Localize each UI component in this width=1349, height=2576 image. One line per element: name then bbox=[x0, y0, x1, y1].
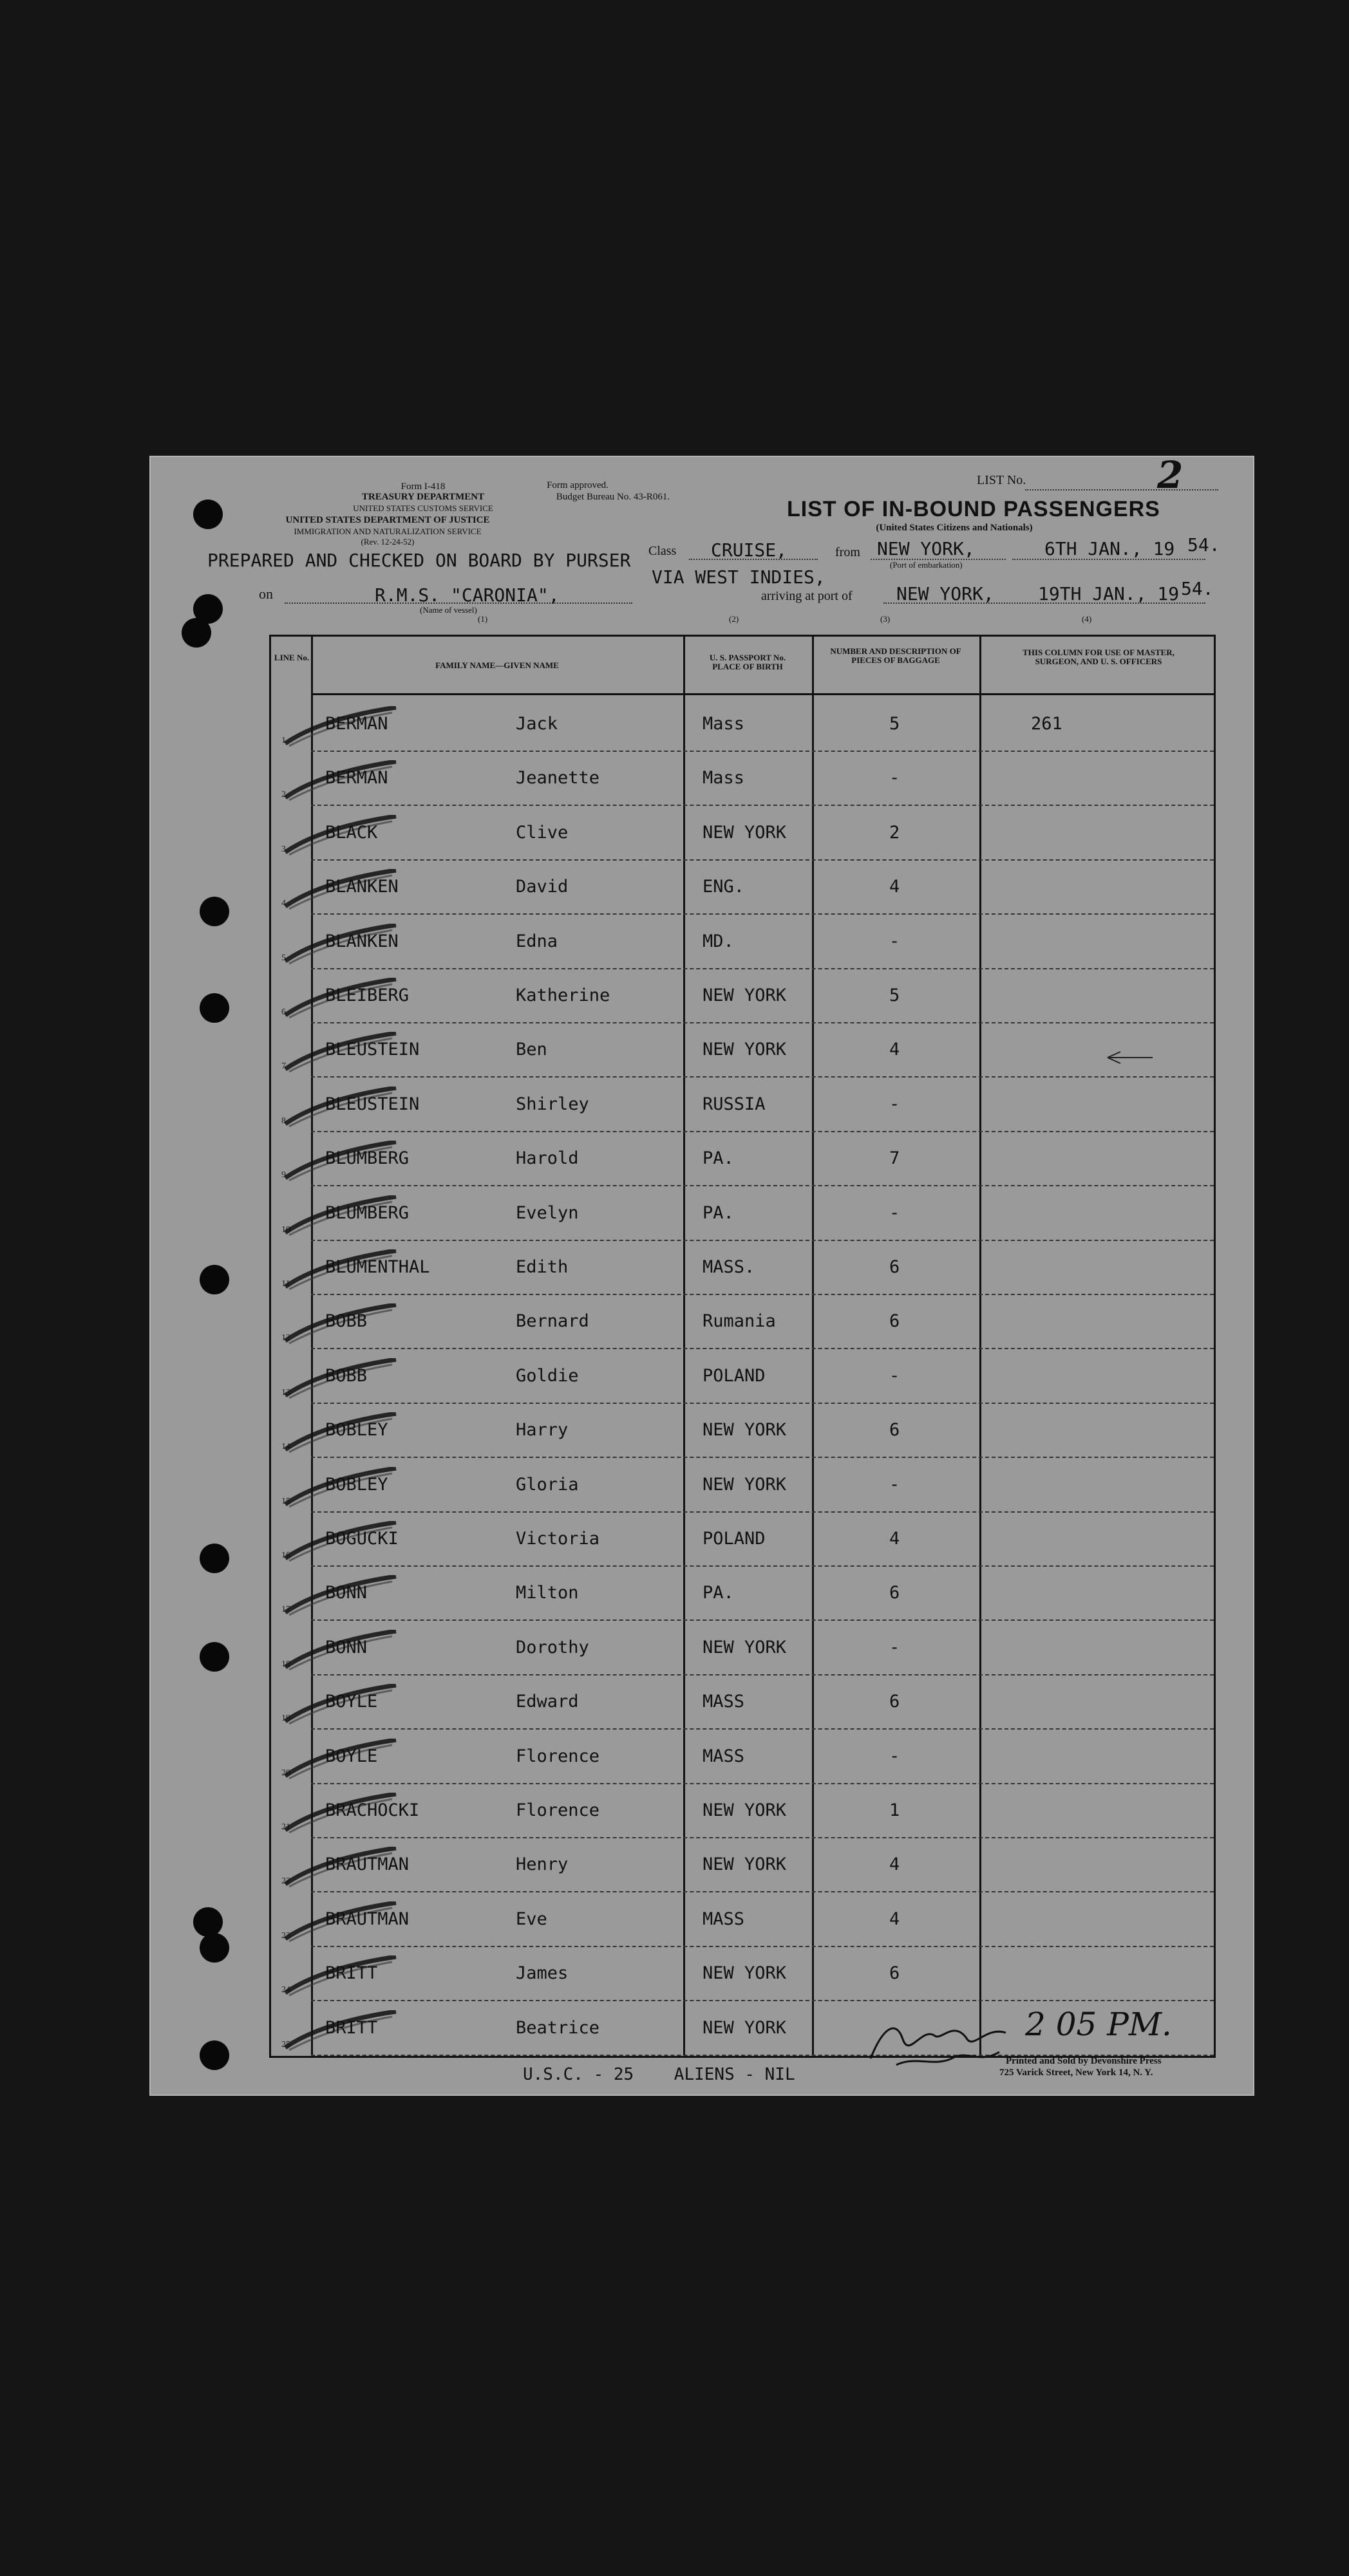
header-officers: THIS COLUMN FOR USE OF MASTER, SURGEON, AND U. S. OFFICERS bbox=[1023, 648, 1174, 666]
family-name: BLEIBERG bbox=[325, 985, 410, 1005]
prepared-by-label: PREPARED AND CHECKED ON BOARD BY PURSER bbox=[207, 550, 631, 571]
inspector-signature bbox=[858, 2001, 1025, 2071]
line-number: 15 bbox=[281, 1496, 290, 1506]
line-number: 23 bbox=[281, 1930, 290, 1941]
family-name: BLEUSTEIN bbox=[325, 1094, 420, 1114]
line-number: 3 bbox=[281, 844, 286, 854]
summary-line: U.S.C. - 25 ALIENS - NIL bbox=[523, 2065, 795, 2084]
line-number: 4 bbox=[281, 899, 286, 909]
family-name: BLUMBERG bbox=[325, 1202, 410, 1223]
table-row bbox=[271, 1512, 1214, 1567]
printer-line-2: 725 Varick Street, New York 14, N. Y. bbox=[999, 2067, 1153, 2078]
birth-place: MASS. bbox=[703, 1257, 755, 1277]
given-name: Eve bbox=[516, 1909, 547, 1929]
baggage-count: 6 bbox=[889, 1583, 900, 1603]
line-number: 13 bbox=[281, 1387, 290, 1397]
table-row bbox=[271, 915, 1214, 969]
birth-place: POLAND bbox=[703, 1365, 766, 1386]
baggage-count: - bbox=[889, 1474, 900, 1495]
line-number: 14 bbox=[281, 1442, 290, 1452]
birth-place: NEW YORK bbox=[703, 1800, 787, 1820]
embark-date: 6TH JAN., 19 bbox=[1044, 538, 1175, 559]
birth-place: NEW YORK bbox=[703, 1040, 787, 1060]
line-number: 18 bbox=[281, 1659, 290, 1669]
family-name: BRAUTMAN bbox=[325, 1909, 410, 1929]
column-number-1: (1) bbox=[478, 614, 488, 624]
table-row bbox=[271, 969, 1214, 1023]
document-title: LIST OF IN-BOUND PASSENGERS bbox=[787, 497, 1160, 521]
manifest-page bbox=[149, 453, 1254, 2096]
birth-place: NEW YORK bbox=[703, 2017, 787, 2038]
punch-hole bbox=[200, 1933, 229, 1963]
family-name: BOBLEY bbox=[325, 1474, 388, 1495]
table-row bbox=[271, 1132, 1214, 1186]
arrival-date: 19TH JAN., 19 bbox=[1038, 583, 1180, 604]
revision-label: (Rev. 12-24-52) bbox=[361, 537, 415, 546]
line-number: 12 bbox=[281, 1333, 290, 1343]
from-label: from bbox=[835, 545, 860, 559]
table-row bbox=[271, 1566, 1214, 1621]
punch-hole bbox=[200, 2040, 229, 2070]
column-number-2: (2) bbox=[729, 614, 739, 624]
document-subtitle: (United States Citizens and Nationals) bbox=[876, 523, 1033, 533]
baggage-count: 2 bbox=[889, 822, 900, 843]
class-value: CRUISE, bbox=[711, 539, 788, 561]
line-number: 7 bbox=[281, 1061, 286, 1072]
table-row bbox=[271, 1023, 1214, 1078]
given-name: James bbox=[516, 1963, 569, 1984]
embark-year: 54. bbox=[1187, 534, 1220, 555]
birth-place: NEW YORK bbox=[703, 1854, 787, 1875]
given-name: Milton bbox=[516, 1583, 579, 1603]
given-name: Edward bbox=[516, 1692, 579, 1712]
birth-place: NEW YORK bbox=[703, 1637, 787, 1657]
line-number: 9 bbox=[281, 1170, 286, 1181]
family-name: BERMAN bbox=[325, 714, 388, 734]
family-name: BOBB bbox=[325, 1365, 368, 1386]
baggage-count: 6 bbox=[889, 1257, 900, 1277]
vessel-name: R.M.S. "CARONIA", bbox=[375, 584, 560, 606]
line-number: 10 bbox=[281, 1224, 290, 1235]
punch-hole bbox=[182, 618, 211, 648]
table-row bbox=[271, 1403, 1214, 1458]
form-number: Form I-418 bbox=[401, 481, 446, 492]
on-label: on bbox=[259, 586, 273, 602]
line-number: 25 bbox=[281, 2039, 290, 2049]
column-number-3: (3) bbox=[880, 614, 891, 624]
birth-place: Rumania bbox=[703, 1311, 776, 1332]
given-name: Florence bbox=[516, 1800, 600, 1820]
family-name: BOBLEY bbox=[325, 1420, 388, 1441]
line-number: 22 bbox=[281, 1876, 290, 1887]
header-name: FAMILY NAME—GIVEN NAME bbox=[435, 660, 559, 670]
table-row bbox=[271, 1784, 1214, 1838]
class-label: Class bbox=[648, 544, 677, 558]
line-number: 24 bbox=[281, 1985, 290, 1995]
baggage-count: 6 bbox=[889, 1692, 900, 1712]
table-row bbox=[271, 1458, 1214, 1513]
family-name: BOGUCKI bbox=[325, 1529, 399, 1549]
arrival-year: 54. bbox=[1181, 578, 1214, 599]
vessel-caption: (Name of vessel) bbox=[420, 605, 477, 615]
given-name: Clive bbox=[516, 822, 569, 843]
table-row bbox=[271, 1946, 1214, 2001]
punch-hole bbox=[200, 1265, 229, 1294]
birth-place: NEW YORK bbox=[703, 1420, 787, 1441]
embark-port: NEW YORK, bbox=[877, 538, 975, 559]
baggage-count: 1 bbox=[889, 1800, 900, 1820]
family-name: BLUMBERG bbox=[325, 1148, 410, 1169]
given-name: Gloria bbox=[516, 1474, 579, 1495]
given-name: Florence bbox=[516, 1746, 600, 1766]
family-name: BRACHOCKI bbox=[325, 1800, 420, 1820]
column-number-4: (4) bbox=[1082, 614, 1092, 624]
baggage-count: - bbox=[889, 1746, 900, 1766]
line-number: 16 bbox=[281, 1551, 290, 1560]
table-row bbox=[271, 1349, 1214, 1404]
birth-place: MASS bbox=[703, 1692, 745, 1712]
family-name: BLANKEN bbox=[325, 877, 399, 897]
list-number-label: LIST No. bbox=[977, 473, 1026, 487]
table-row bbox=[271, 860, 1214, 915]
line-number: 17 bbox=[281, 1605, 290, 1615]
table-row bbox=[271, 751, 1214, 806]
family-name: BONN bbox=[325, 1583, 368, 1603]
baggage-count: - bbox=[889, 768, 900, 789]
birth-place: RUSSIA bbox=[703, 1094, 766, 1114]
family-name: BRAUTMAN bbox=[325, 1854, 410, 1875]
punch-hole bbox=[193, 1907, 223, 1937]
approval-label: Form approved. bbox=[547, 480, 608, 490]
baggage-count: 4 bbox=[889, 1040, 900, 1060]
baggage-count: 4 bbox=[889, 1529, 900, 1549]
table-row bbox=[271, 1892, 1214, 1947]
officer-note: 261 bbox=[1031, 714, 1062, 734]
line-number: 19 bbox=[281, 1713, 290, 1724]
margin-arrow-icon bbox=[1102, 1048, 1154, 1067]
table-row bbox=[271, 1186, 1214, 1241]
family-name: BRITT bbox=[325, 1963, 378, 1984]
table-row bbox=[271, 1675, 1214, 1730]
baggage-count: 6 bbox=[889, 1311, 900, 1332]
list-number: 2 bbox=[1157, 453, 1184, 497]
given-name: Edith bbox=[516, 1257, 569, 1277]
header-baggage: NUMBER AND DESCRIPTION OF PIECES OF BAGGAGE bbox=[830, 646, 961, 665]
ins-label: IMMIGRATION AND NATURALIZATION SERVICE bbox=[294, 527, 482, 536]
table-row bbox=[271, 697, 1214, 752]
line-number: 5 bbox=[281, 953, 286, 963]
birth-place: PA. bbox=[703, 1583, 734, 1603]
baggage-count: 4 bbox=[889, 877, 900, 897]
birth-place: MASS bbox=[703, 1909, 745, 1929]
given-name: Jeanette bbox=[516, 768, 600, 789]
printer-line-1: Printed and Sold by Devonshire Press bbox=[1006, 2056, 1162, 2066]
line-number: 8 bbox=[281, 1115, 286, 1126]
given-name: Goldie bbox=[516, 1365, 579, 1386]
embark-caption: (Port of embarkation) bbox=[890, 560, 963, 570]
birth-place: ENG. bbox=[703, 877, 745, 897]
given-name: Victoria bbox=[516, 1529, 600, 1549]
baggage-count: - bbox=[889, 1202, 900, 1223]
via-label: VIA WEST INDIES, bbox=[652, 566, 825, 588]
family-name: BLEUSTEIN bbox=[325, 1040, 420, 1060]
birth-place: Mass bbox=[703, 714, 745, 734]
given-name: Beatrice bbox=[516, 2017, 600, 2038]
header-line-no: LINE No. bbox=[274, 653, 310, 662]
family-name: BERMAN bbox=[325, 768, 388, 789]
birth-place: PA. bbox=[703, 1148, 734, 1169]
table-row bbox=[271, 1240, 1214, 1295]
budget-label: Budget Bureau No. 43-R061. bbox=[556, 492, 670, 502]
birth-place: NEW YORK bbox=[703, 822, 787, 843]
arrival-port: NEW YORK, bbox=[896, 583, 994, 604]
given-name: Bernard bbox=[516, 1311, 589, 1332]
birth-place: MD. bbox=[703, 931, 734, 951]
line-number: 21 bbox=[281, 1822, 290, 1832]
line-number: 1 bbox=[281, 736, 286, 745]
family-name: BOBB bbox=[325, 1311, 368, 1332]
given-name: Evelyn bbox=[516, 1202, 579, 1223]
line-number: 2 bbox=[281, 790, 286, 800]
punch-hole bbox=[200, 897, 229, 926]
birth-place: NEW YORK bbox=[703, 1963, 787, 1984]
given-name: Harry bbox=[516, 1420, 569, 1441]
baggage-count: 6 bbox=[889, 1420, 900, 1441]
baggage-count: 6 bbox=[889, 1963, 900, 1984]
family-name: BONN bbox=[325, 1637, 368, 1657]
given-name: Ben bbox=[516, 1040, 547, 1060]
birth-place: PA. bbox=[703, 1202, 734, 1223]
passenger-table bbox=[269, 635, 1216, 2058]
family-name: BLACK bbox=[325, 822, 378, 843]
family-name: BRITT bbox=[325, 2017, 378, 2038]
baggage-count: 5 bbox=[889, 714, 900, 734]
family-name: BLUMENTHAL bbox=[325, 1257, 430, 1277]
handwritten-time: 2 05 PM. bbox=[1025, 2006, 1172, 2043]
given-name: Henry bbox=[516, 1854, 569, 1875]
table-row bbox=[271, 1294, 1214, 1349]
birth-place: Mass bbox=[703, 768, 745, 789]
punch-hole bbox=[200, 1544, 229, 1573]
justice-label: UNITED STATES DEPARTMENT OF JUSTICE bbox=[285, 515, 490, 525]
customs-label: UNITED STATES CUSTOMS SERVICE bbox=[353, 503, 493, 513]
punch-hole bbox=[200, 993, 229, 1023]
baggage-count: - bbox=[889, 1365, 900, 1386]
family-name: BLANKEN bbox=[325, 931, 399, 951]
birth-place: NEW YORK bbox=[703, 985, 787, 1005]
given-name: Jack bbox=[516, 714, 558, 734]
given-name: Shirley bbox=[516, 1094, 589, 1114]
given-name: Edna bbox=[516, 931, 558, 951]
table-row bbox=[271, 1730, 1214, 1784]
line-number: 20 bbox=[281, 1768, 290, 1778]
given-name: Dorothy bbox=[516, 1637, 589, 1657]
table-row bbox=[271, 1621, 1214, 1675]
line-number: 11 bbox=[281, 1279, 290, 1289]
line-number: 6 bbox=[281, 1007, 286, 1017]
birth-place: NEW YORK bbox=[703, 1474, 787, 1495]
punch-hole bbox=[193, 499, 223, 529]
family-name: BOYLE bbox=[325, 1746, 378, 1766]
baggage-count: 4 bbox=[889, 1854, 900, 1875]
table-row bbox=[271, 806, 1214, 861]
baggage-count: - bbox=[889, 1094, 900, 1114]
given-name: David bbox=[516, 877, 569, 897]
family-name: BOYLE bbox=[325, 1692, 378, 1712]
header-passport: U. S. PASSPORT No. PLACE OF BIRTH bbox=[709, 653, 786, 671]
punch-hole bbox=[200, 1642, 229, 1672]
baggage-count: 4 bbox=[889, 1909, 900, 1929]
baggage-count: 5 bbox=[889, 985, 900, 1005]
baggage-count: 7 bbox=[889, 1148, 900, 1169]
table-row bbox=[271, 1838, 1214, 1892]
arriving-label: arriving at port of bbox=[761, 589, 853, 603]
baggage-count: - bbox=[889, 931, 900, 951]
given-name: Harold bbox=[516, 1148, 579, 1169]
birth-place: MASS bbox=[703, 1746, 745, 1766]
table-row bbox=[271, 1078, 1214, 1132]
birth-place: POLAND bbox=[703, 1529, 766, 1549]
treasury-label: TREASURY DEPARTMENT bbox=[361, 492, 485, 502]
baggage-count: - bbox=[889, 1637, 900, 1657]
given-name: Katherine bbox=[516, 985, 610, 1005]
